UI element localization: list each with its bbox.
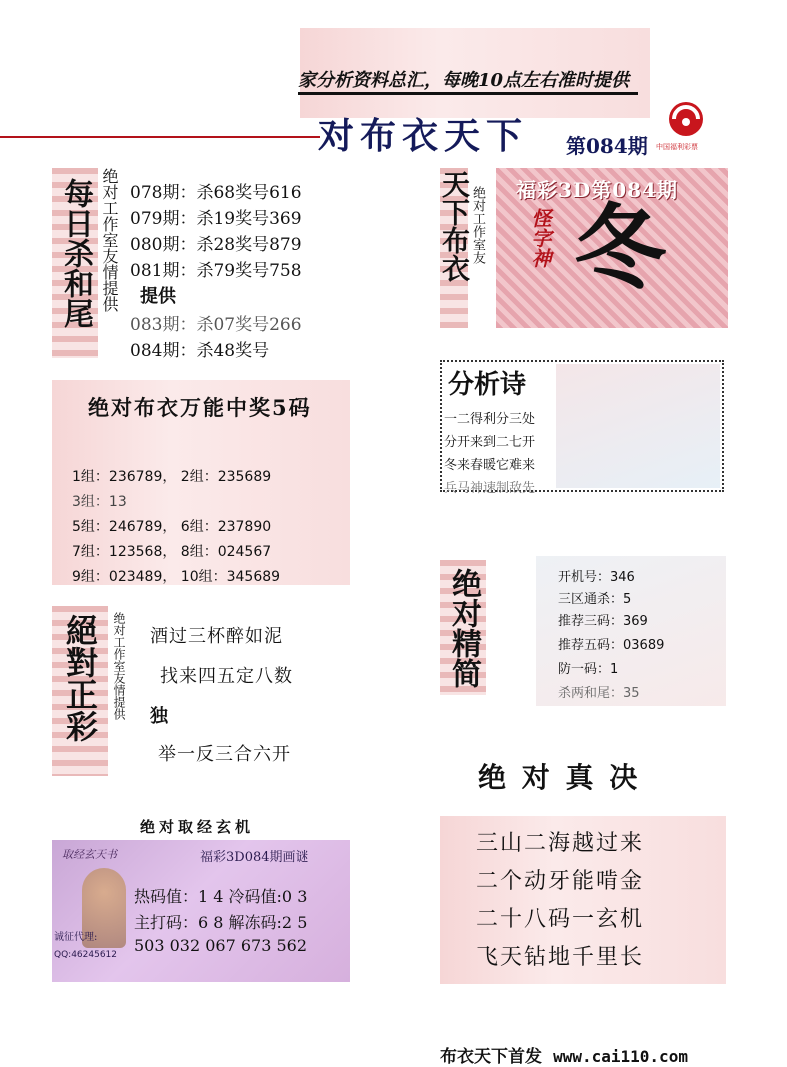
kill-row: 078期：杀68奖号616 — [130, 183, 302, 203]
jx-line: 推荐五码：03689 — [558, 638, 665, 653]
jingxuan-title: 绝对精简 — [446, 568, 481, 688]
welfare-lottery-logo — [656, 100, 716, 151]
kill-box-rows — [130, 178, 350, 362]
fucai-big-glyph: 冬 — [574, 194, 667, 302]
poem-title: 分析诗 — [448, 370, 527, 400]
header-tagline: 家分析资料总汇，每晚10点左右准时提供 — [298, 70, 630, 91]
jx-line: 三区通杀：5 — [558, 592, 632, 607]
xuanji-agent: 诚征代理: — [54, 932, 98, 943]
xuanji-line: 503 032 067 673 562 — [134, 936, 308, 955]
xuanji-label-left: 取经玄天书 — [62, 848, 117, 861]
zhenjue-lines — [476, 826, 726, 978]
kill-row: 080期：杀28奖号879 — [130, 235, 302, 255]
group-row: 7组：123568， 8组：024567 — [72, 544, 272, 560]
poem-lines — [444, 408, 554, 497]
footer — [440, 1042, 688, 1067]
kill-row: 084期：杀48奖号 — [130, 341, 270, 361]
zj-line: 飞天钻地千里长 — [476, 945, 645, 970]
header-rule-line — [0, 136, 320, 138]
zj-line: 二十八码一玄机 — [476, 907, 645, 932]
jx-line: 杀两和尾：35 — [558, 686, 640, 701]
fucai-title: 福彩3D第084期 — [516, 178, 679, 202]
kill-box-title: 每日杀和尾 — [58, 178, 93, 328]
zhenjue-title: 绝 对 真 决 — [478, 761, 641, 794]
xuanji-label-right: 福彩3D084期画谜 — [200, 850, 309, 865]
jx-line: 推荐三码：369 — [558, 614, 648, 629]
fucai-side-big: 天下布衣 — [438, 170, 471, 282]
poem-line: 冬来春暖它难来 — [444, 458, 536, 473]
kill-overlay: 提供 — [140, 286, 176, 307]
zhengcai-side: 绝对工作室友情提供 — [112, 612, 126, 720]
fucai-red-text: 怪字神 — [528, 208, 552, 268]
poem-line: 一二得利分三处 — [444, 412, 536, 427]
group-row: 9组：023489， 10组：345689 — [72, 569, 281, 585]
masthead-title: 对布衣天下 — [318, 115, 529, 157]
xuanji-qq: QQ:46245612 — [54, 950, 118, 960]
wanneng-title: 绝对布衣万能中奖5码 — [88, 395, 312, 420]
lottery-logo-icon — [656, 100, 716, 138]
group-row: 3组：13 — [72, 494, 127, 510]
footer-brand: 布衣天下首发 — [440, 1047, 542, 1067]
group-row: 1组：236789， 2组：235689 — [72, 469, 272, 485]
poem-line: 酒过三杯醉如泥 — [150, 626, 283, 647]
wanneng-groups — [72, 466, 347, 591]
kill-box-side-text: 绝对工作室友情提供 — [100, 168, 119, 312]
jingxuan-lines — [558, 566, 728, 704]
poem-line: 举一反三合六开 — [158, 744, 291, 765]
issue-badge: 第084期 — [566, 134, 648, 158]
zj-line: 三山二海越过来 — [476, 831, 645, 856]
xuanji-title: 绝对取经玄机 — [140, 818, 255, 836]
jx-line: 防一码：1 — [558, 662, 619, 677]
kill-row: 079期：杀19奖号369 — [130, 209, 302, 229]
poem-line: 分开来到二七开 — [444, 435, 536, 450]
poem-line: 找来四五定八数 — [160, 666, 293, 687]
xuanji-line: 主打码：6 8 解冻码:2 5 — [134, 913, 308, 932]
zhengcai-title: 絕對正彩 — [61, 614, 99, 742]
zhengcai-lines — [150, 622, 350, 780]
logo-caption: 中国福利彩票 — [656, 143, 698, 151]
poem-line: 独 — [150, 706, 168, 727]
zj-line: 二个动牙能啃金 — [476, 869, 645, 894]
fucai-side-small: 绝对工作室友 — [470, 186, 485, 264]
group-row: 5组：246789， 6组：237890 — [72, 519, 272, 535]
footer-url[interactable]: www.cai110.com — [553, 1047, 688, 1066]
kill-row: 081期：杀79奖号758 — [130, 261, 302, 281]
xuanji-lines — [134, 884, 349, 962]
kill-row: 083期：杀07奖号266 — [130, 315, 302, 335]
jx-line: 开机号：346 — [558, 570, 635, 585]
poem-line: 兵马神速制敌先 — [444, 481, 536, 496]
header-underline — [298, 92, 638, 95]
xuanji-line: 热码值：1 4 冷码值:0 3 — [134, 887, 308, 906]
poem-pink-panel — [556, 364, 720, 488]
